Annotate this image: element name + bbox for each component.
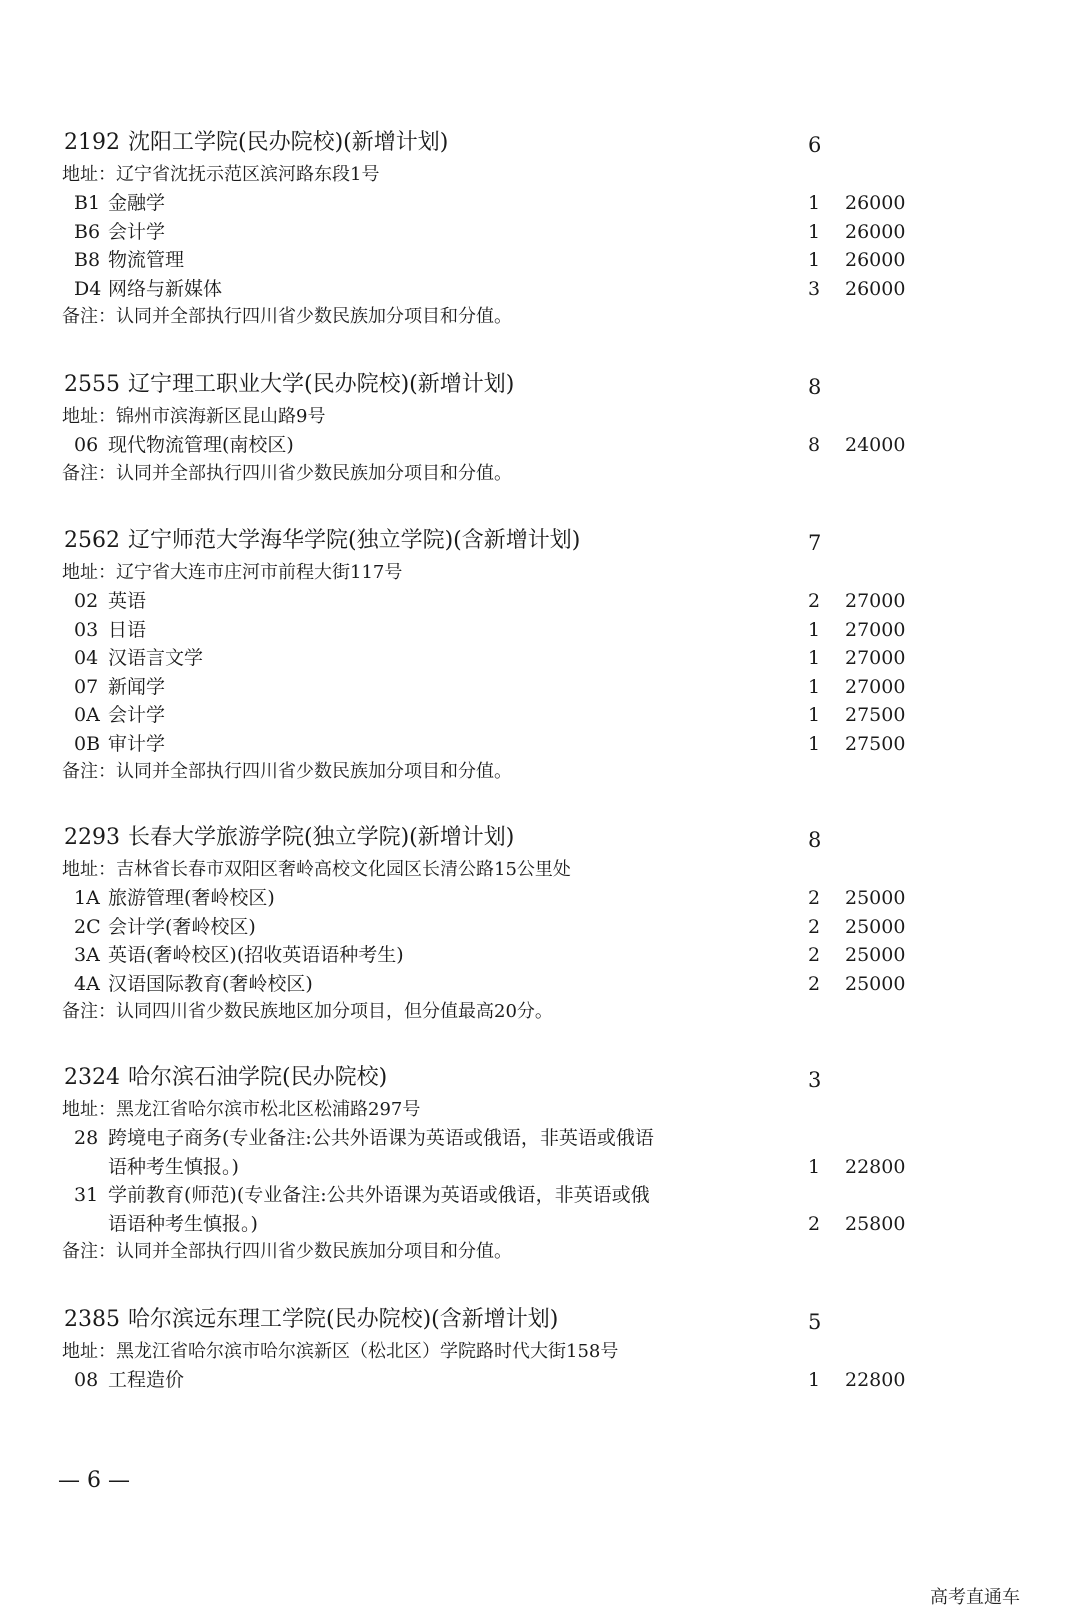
school-address: 地址：吉林省长春市双阳区奢岭高校文化园区长清公路15公里处 xyxy=(62,859,571,880)
major-code: 07 xyxy=(74,675,99,698)
major-name: 英语(奢岭校区)(招收英语语种考生) xyxy=(108,944,404,966)
major-row xyxy=(60,1124,960,1181)
major-name: 金融学 xyxy=(108,192,166,214)
school-address: 地址：锦州市滨海新区昆山路9号 xyxy=(62,406,326,427)
major-count: 2 xyxy=(808,1212,821,1235)
major-code: 04 xyxy=(74,647,99,669)
major-fee: 22800 xyxy=(845,1369,906,1391)
major-row xyxy=(60,730,960,759)
major-code: B8 xyxy=(74,249,101,271)
school-plan-count: 8 xyxy=(808,828,822,852)
major-count: 1 xyxy=(808,192,821,214)
major-count: 2 xyxy=(808,944,821,966)
major-row xyxy=(60,941,960,970)
school-block xyxy=(60,1302,960,1395)
major-count: 2 xyxy=(808,972,821,995)
school-plan-count: 5 xyxy=(808,1310,822,1334)
major-code: 31 xyxy=(74,1184,99,1206)
major-row xyxy=(60,701,960,730)
major-code: 0B xyxy=(74,732,101,755)
school-code: 2324 xyxy=(64,1065,120,1090)
page-number: — 6 — xyxy=(58,1468,130,1493)
major-code: 3A xyxy=(74,944,100,966)
major-row xyxy=(60,644,960,673)
major-row xyxy=(60,189,960,218)
school-title xyxy=(64,125,448,161)
major-name: 日语 xyxy=(108,618,147,641)
school-block xyxy=(60,1060,960,1266)
major-code: 06 xyxy=(74,434,99,456)
major-name-continued: 语语种考生慎报。) xyxy=(108,1212,258,1235)
major-fee: 27000 xyxy=(845,647,906,669)
major-fee: 25800 xyxy=(845,1212,906,1235)
school-address: 地址：辽宁省沈抚示范区滨河路东段1号 xyxy=(62,164,380,185)
school-address: 地址：黑龙江省哈尔滨市哈尔滨新区（松北区）学院路时代大街158号 xyxy=(62,1341,619,1362)
major-name: 新闻学 xyxy=(108,675,166,698)
major-fee: 26000 xyxy=(845,277,906,300)
school-name: 沈阳工学院(民办院校)(新增计划) xyxy=(128,130,449,155)
major-row xyxy=(60,246,960,275)
major-name: 会计学 xyxy=(108,220,166,243)
major-name: 汉语言文学 xyxy=(108,647,204,669)
school-title xyxy=(64,820,514,856)
major-count: 8 xyxy=(808,434,821,456)
major-name: 汉语国际教育(奢岭校区) xyxy=(108,972,313,995)
school-note: 备注：认同并全部执行四川省少数民族加分项目和分值。 xyxy=(62,462,512,484)
school-plan-count: 3 xyxy=(808,1068,822,1092)
major-code: 4A xyxy=(74,972,100,995)
school-title-row xyxy=(60,1302,960,1338)
major-fee: 25000 xyxy=(845,887,906,909)
school-name: 哈尔滨石油学院(民办院校) xyxy=(128,1065,388,1090)
major-name: 物流管理 xyxy=(108,249,185,271)
major-count: 1 xyxy=(808,1369,821,1391)
school-title xyxy=(64,1302,558,1338)
school-plan-count: 8 xyxy=(808,375,822,399)
school-code: 2385 xyxy=(64,1307,120,1332)
major-row xyxy=(60,673,960,702)
major-count: 2 xyxy=(808,590,821,612)
school-title xyxy=(64,523,580,559)
school-code: 2562 xyxy=(64,528,120,553)
major-count: 1 xyxy=(808,732,821,755)
major-code: 03 xyxy=(74,618,99,641)
school-title-row xyxy=(60,125,960,161)
school-title-row xyxy=(60,1060,960,1096)
school-title-row xyxy=(60,367,960,403)
major-count: 2 xyxy=(808,915,821,938)
major-fee: 25000 xyxy=(845,972,906,995)
major-code: D4 xyxy=(74,277,102,300)
major-name: 工程造价 xyxy=(108,1369,185,1391)
major-fee: 27000 xyxy=(845,675,906,698)
major-row xyxy=(60,218,960,247)
school-name: 长春大学旅游学院(独立学院)(新增计划) xyxy=(128,825,515,850)
school-plan-count: 6 xyxy=(808,133,822,157)
major-row xyxy=(60,1181,960,1238)
major-row xyxy=(60,587,960,616)
major-fee: 27000 xyxy=(845,618,906,641)
school-address: 地址：黑龙江省哈尔滨市松北区松浦路297号 xyxy=(62,1099,421,1120)
major-name: 会计学 xyxy=(108,704,166,726)
major-count: 1 xyxy=(808,1155,821,1178)
major-fee: 22800 xyxy=(845,1155,906,1178)
major-fee: 26000 xyxy=(845,192,906,214)
major-name: 旅游管理(奢岭校区) xyxy=(108,887,275,909)
school-name: 哈尔滨远东理工学院(民办院校)(含新增计划) xyxy=(128,1307,559,1332)
school-code: 2555 xyxy=(64,372,120,397)
major-code: 28 xyxy=(74,1127,99,1149)
major-count: 1 xyxy=(808,220,821,243)
school-title-row xyxy=(60,523,960,559)
school-code: 2192 xyxy=(64,130,120,155)
major-count: 1 xyxy=(808,618,821,641)
major-name-continued: 语种考生慎报。) xyxy=(108,1155,239,1178)
major-name: 跨境电子商务(专业备注:公共外语课为英语或俄语，非英语或俄语 xyxy=(108,1127,654,1149)
major-count: 1 xyxy=(808,675,821,698)
school-note: 备注：认同并全部执行四川省少数民族加分项目和分值。 xyxy=(62,306,512,327)
school-address: 地址：辽宁省大连市庄河市前程大街117号 xyxy=(62,562,403,583)
major-name: 现代物流管理(南校区) xyxy=(108,434,294,456)
school-note: 备注：认同并全部执行四川省少数民族加分项目和分值。 xyxy=(62,761,512,782)
major-code: 1A xyxy=(74,887,100,909)
major-fee: 26000 xyxy=(845,220,906,243)
school-plan-count: 7 xyxy=(808,531,822,555)
major-fee: 26000 xyxy=(845,249,906,271)
major-fee: 25000 xyxy=(845,915,906,938)
major-name: 会计学(奢岭校区) xyxy=(108,915,256,938)
major-fee: 24000 xyxy=(845,434,906,456)
school-block xyxy=(60,125,960,331)
major-row xyxy=(60,431,960,460)
major-row xyxy=(60,884,960,913)
major-code: B1 xyxy=(74,192,101,214)
major-fee: 25000 xyxy=(845,944,906,966)
school-block xyxy=(60,820,960,1026)
major-count: 3 xyxy=(808,277,821,300)
major-fee: 27500 xyxy=(845,704,906,726)
major-fee: 27500 xyxy=(845,732,906,755)
major-name: 审计学 xyxy=(108,732,166,755)
school-title xyxy=(64,1060,387,1096)
school-note: 备注：认同四川省少数民族地区加分项目，但分值最高20分。 xyxy=(62,1001,553,1022)
school-block xyxy=(60,523,960,786)
major-count: 1 xyxy=(808,647,821,669)
major-code: 0A xyxy=(74,704,100,726)
school-note: 备注：认同并全部执行四川省少数民族加分项目和分值。 xyxy=(62,1241,512,1262)
school-title-row xyxy=(60,820,960,856)
school-name: 辽宁理工职业大学(民办院校)(新增计划) xyxy=(128,372,515,397)
major-count: 1 xyxy=(808,704,821,726)
major-code: B6 xyxy=(74,220,101,243)
major-row xyxy=(60,616,960,645)
major-code: 08 xyxy=(74,1369,99,1391)
major-count: 1 xyxy=(808,249,821,271)
school-name: 辽宁师范大学海华学院(独立学院)(含新增计划) xyxy=(128,528,581,553)
watermark: 高考直通车 xyxy=(930,1587,1020,1608)
major-name: 网络与新媒体 xyxy=(108,277,223,300)
major-row xyxy=(60,1366,960,1395)
major-fee: 27000 xyxy=(845,590,906,612)
school-block xyxy=(60,367,960,488)
major-name: 英语 xyxy=(108,590,147,612)
school-title xyxy=(64,367,514,403)
major-row xyxy=(60,275,960,304)
major-count: 2 xyxy=(808,887,821,909)
major-row xyxy=(60,913,960,942)
major-row xyxy=(60,970,960,999)
school-code: 2293 xyxy=(64,825,120,850)
major-code: 02 xyxy=(74,590,99,612)
major-name: 学前教育(师范)(专业备注:公共外语课为英语或俄语，非英语或俄 xyxy=(108,1184,650,1206)
major-code: 2C xyxy=(74,915,101,938)
